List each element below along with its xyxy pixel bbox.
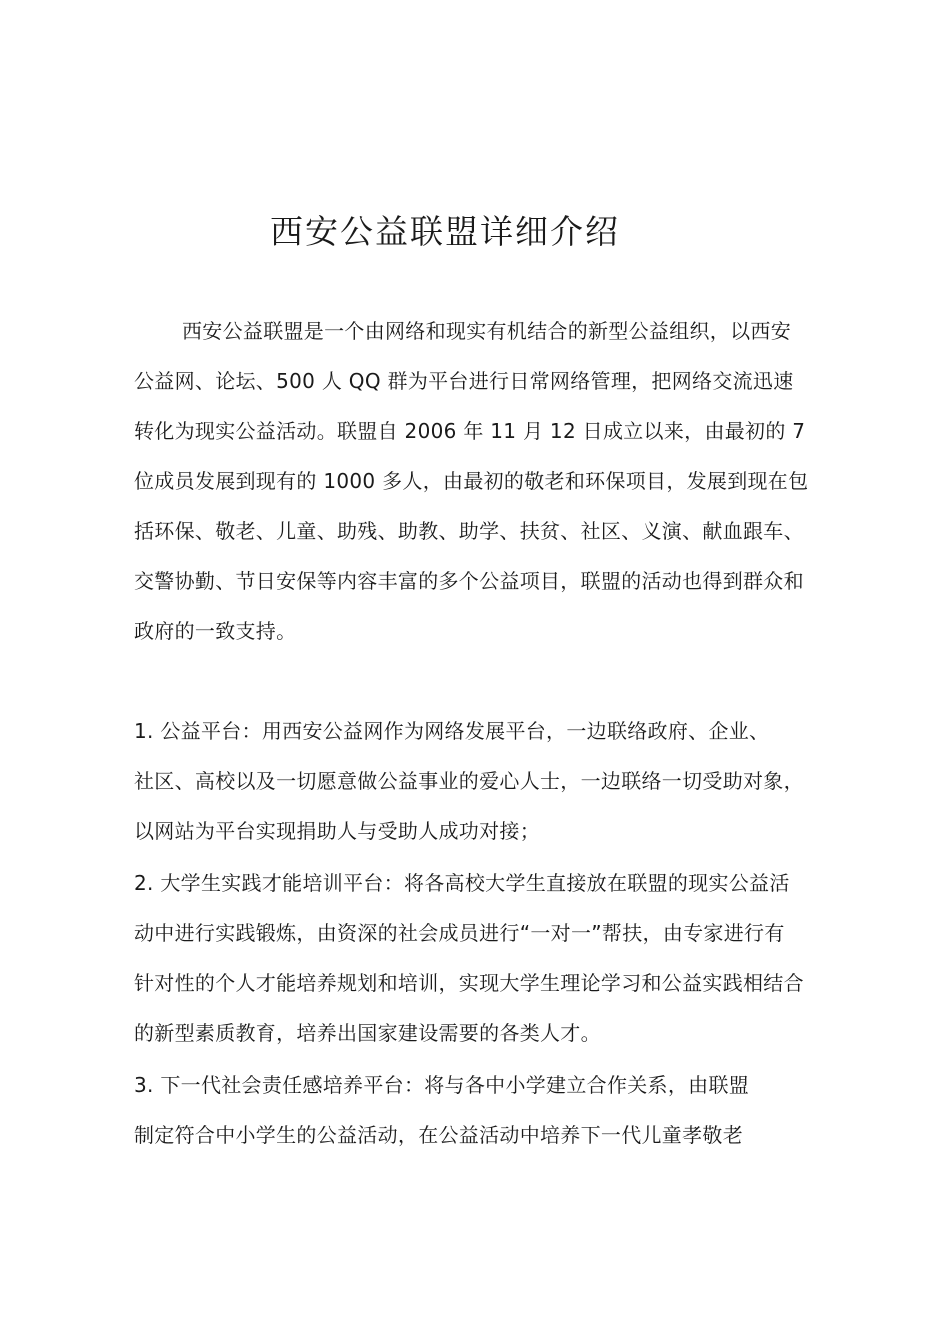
list-item-line: 制定符合中小学生的公益活动，在公益活动中培养下一代儿童孝敬老	[134, 1123, 743, 1147]
list-item-line: 针对性的个人才能培养规划和培训，实现大学生理论学习和公益实践相结合	[134, 971, 804, 995]
paragraph-line: 公益网、论坛、500 人 QQ 群为平台进行日常网络管理，把网络交流迅速	[134, 369, 794, 393]
paragraph-line: 位成员发展到现有的 1000 多人，由最初的敬老和环保项目，发展到现在包	[134, 469, 809, 493]
list-item-line: 动中进行实践锻炼，由资深的社会成员进行“一对一”帮扶，由专家进行有	[134, 921, 785, 945]
list-item-line: 社区、高校以及一切愿意做公益事业的爱心人士，一边联络一切受助对象，	[134, 769, 804, 793]
paragraph-line: 转化为现实公益活动。联盟自 2006 年 11 月 12 日成立以来，由最初的 7	[134, 419, 806, 443]
list-item-line: 的新型素质教育，培养出国家建设需要的各类人才。	[134, 1021, 601, 1045]
paragraph-line: 政府的一致支持。	[134, 619, 297, 643]
list-item-line: 3. 下一代社会责任感培养平台：将与各中小学建立合作关系，由联盟	[134, 1073, 750, 1097]
list-item-line: 以网站为平台实现捐助人与受助人成功对接；	[134, 819, 540, 843]
document-title: 西安公益联盟详细介绍	[270, 212, 620, 251]
paragraph-line: 西安公益联盟是一个由网络和现实有机结合的新型公益组织，以西安	[182, 319, 791, 343]
list-item-line: 2. 大学生实践才能培训平台：将各高校大学生直接放在联盟的现实公益活	[134, 871, 790, 895]
paragraph-line: 交警协勤、节日安保等内容丰富的多个公益项目，联盟的活动也得到群众和	[134, 569, 804, 593]
list-item-line: 1. 公益平台：用西安公益网作为网络发展平台，一边联络政府、企业、	[134, 719, 770, 743]
paragraph-line: 括环保、敬老、儿童、助残、助教、助学、扶贫、社区、义演、献血跟车、	[134, 519, 804, 543]
